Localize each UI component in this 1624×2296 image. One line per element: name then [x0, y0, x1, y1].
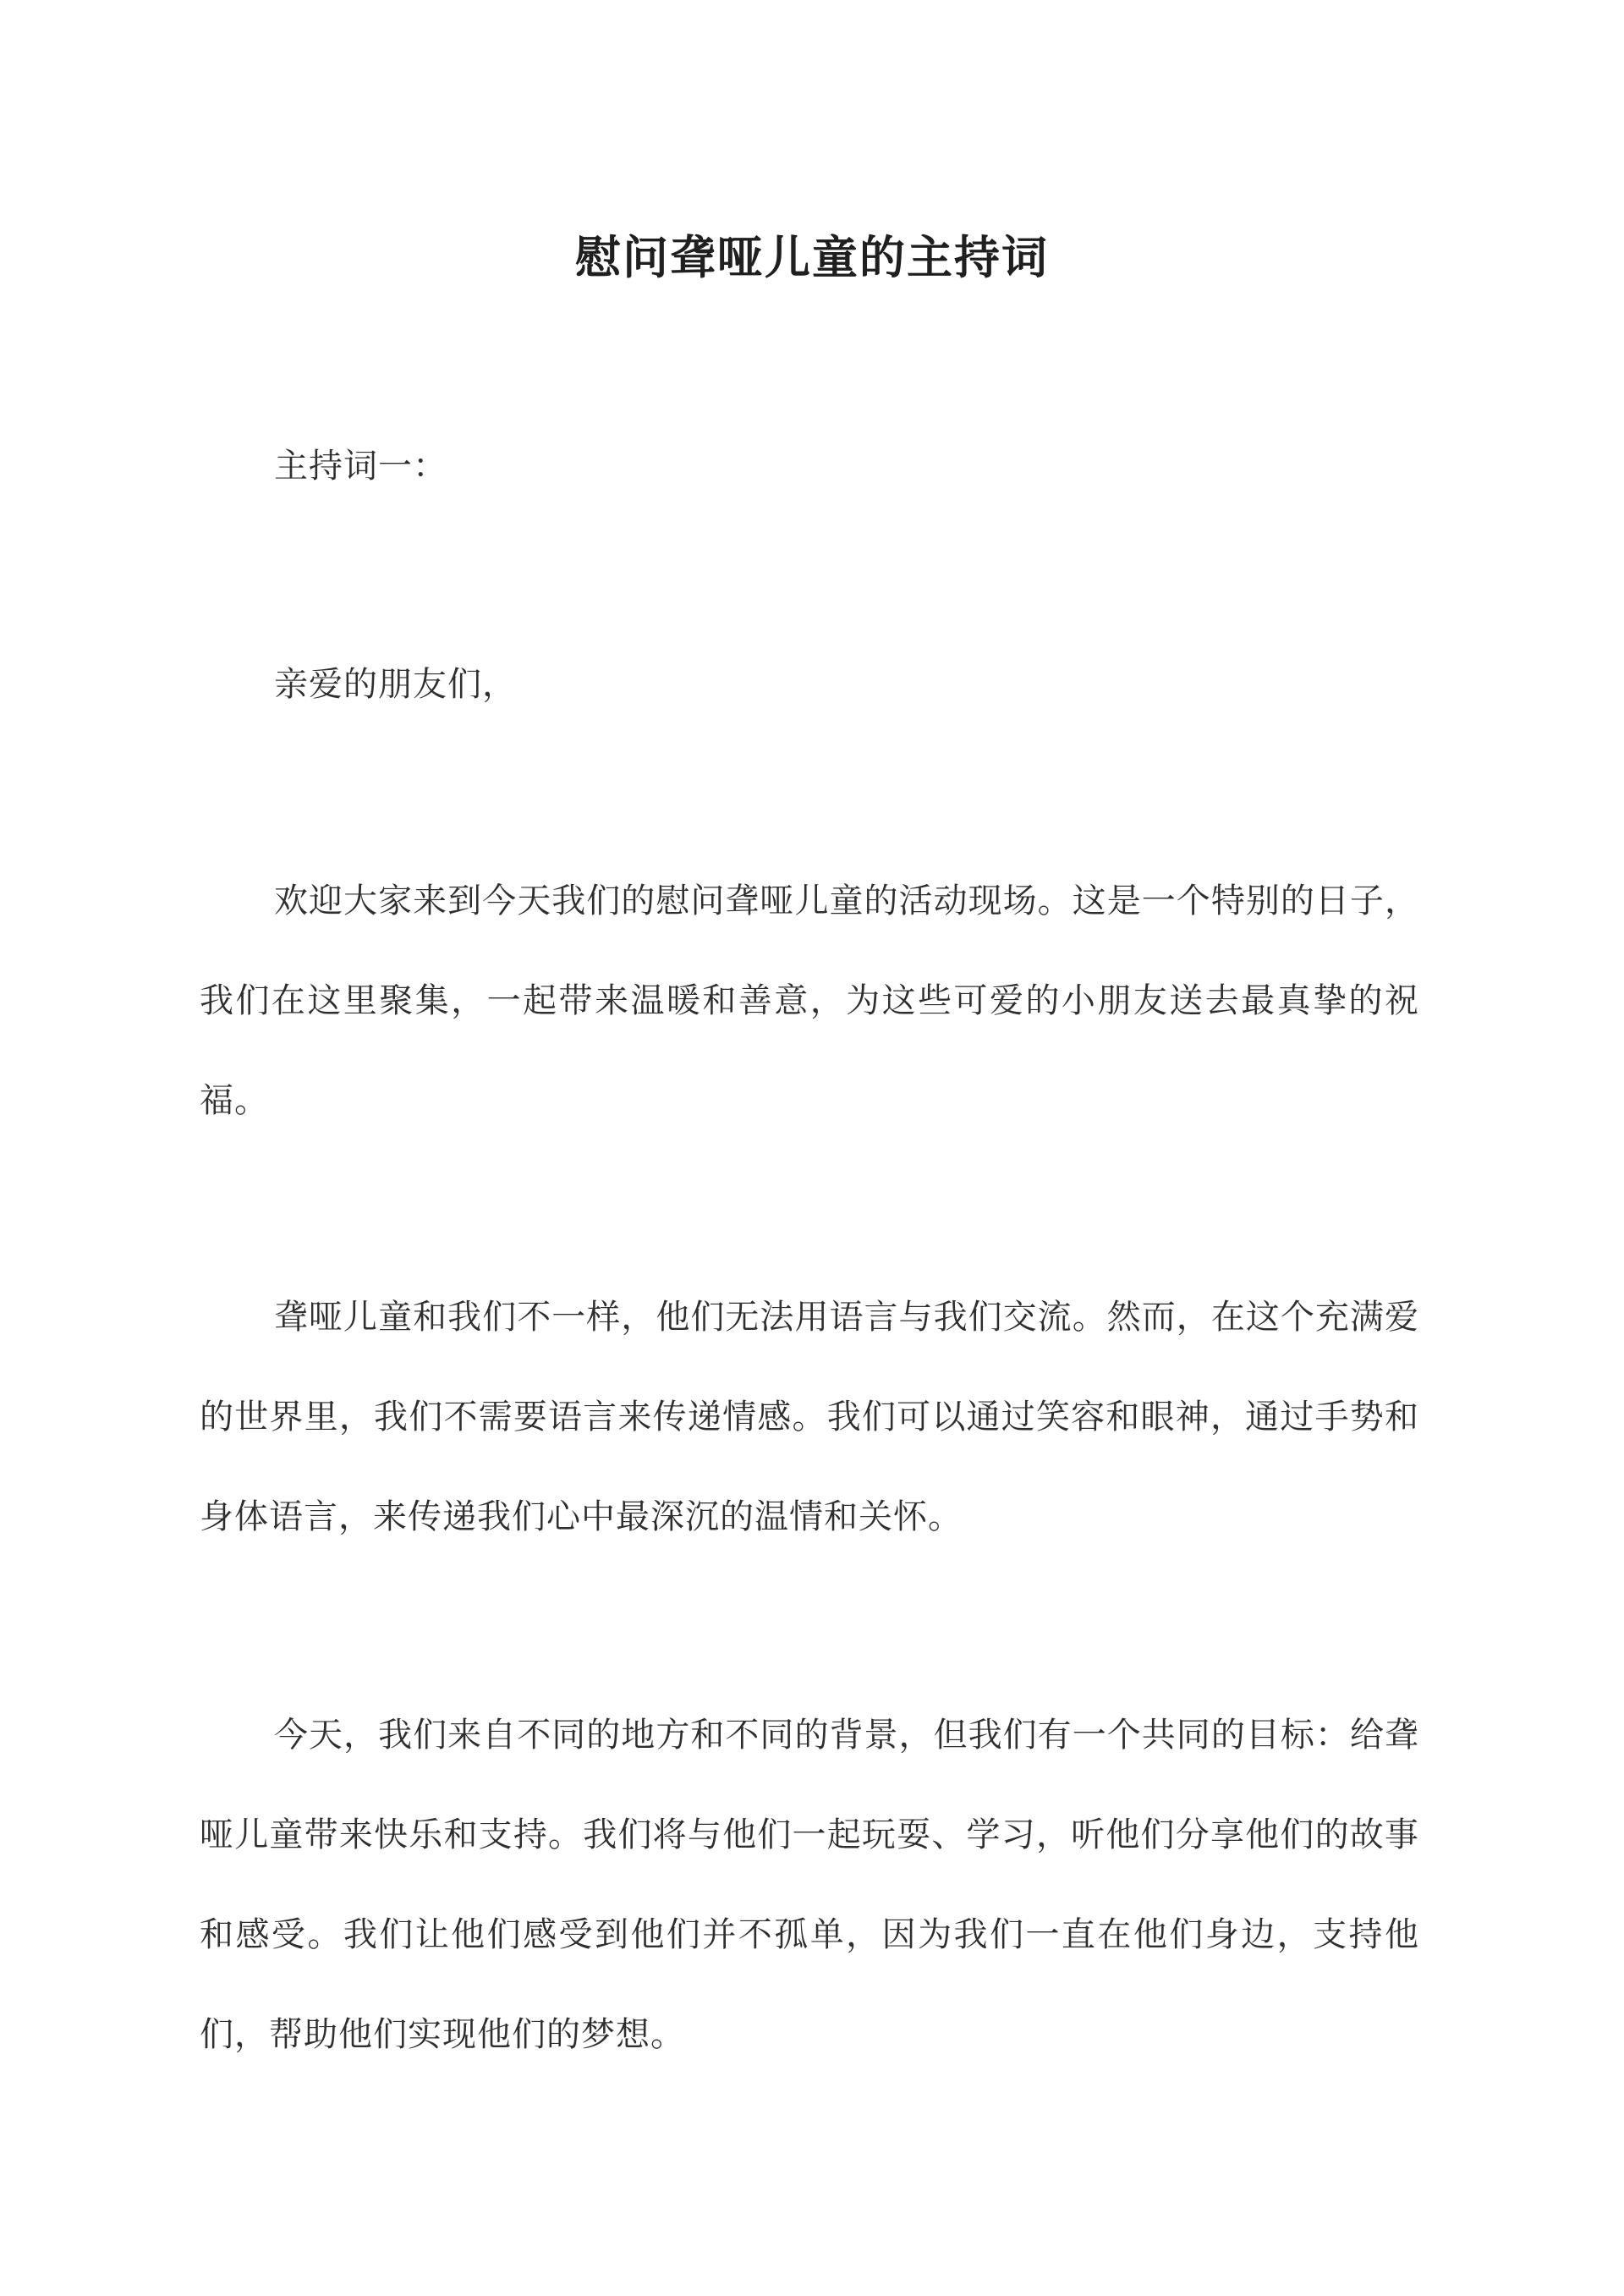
paragraph-communication: 聋哑儿童和我们不一样，他们无法用语言与我们交流。然而，在这个充满爱的世界里，我们不需要语言来传递情感。我们可以通过笑容和眼神，通过手势和身体语言，来传递我们心中最深沉的温情和关怀。 [200, 1298, 1419, 1536]
paragraph-greeting: 亲爱的朋友们， [274, 665, 517, 704]
page-title: 慰问聋哑儿童的主持词 [575, 230, 1049, 285]
paragraph-welcome: 欢迎大家来到今天我们的慰问聋哑儿童的活动现场。这是一个特别的日子，我们在这里聚集，一起带来温暖和善意，为这些可爱的小朋友送去最真挚的祝福。 [200, 882, 1419, 1120]
paragraph-common-goal: 今天，我们来自不同的地方和不同的背景，但我们有一个共同的目标：给聋哑儿童带来快乐和支持。我们将与他们一起玩耍、学习，听他们分享他们的故事和感受。我们让他们感受到他们并不孤单，因为我们一直在他们身边，支持他们，帮助他们实现他们的梦想。 [200, 1716, 1419, 2054]
paragraph-host-heading: 主持词一： [274, 447, 447, 486]
